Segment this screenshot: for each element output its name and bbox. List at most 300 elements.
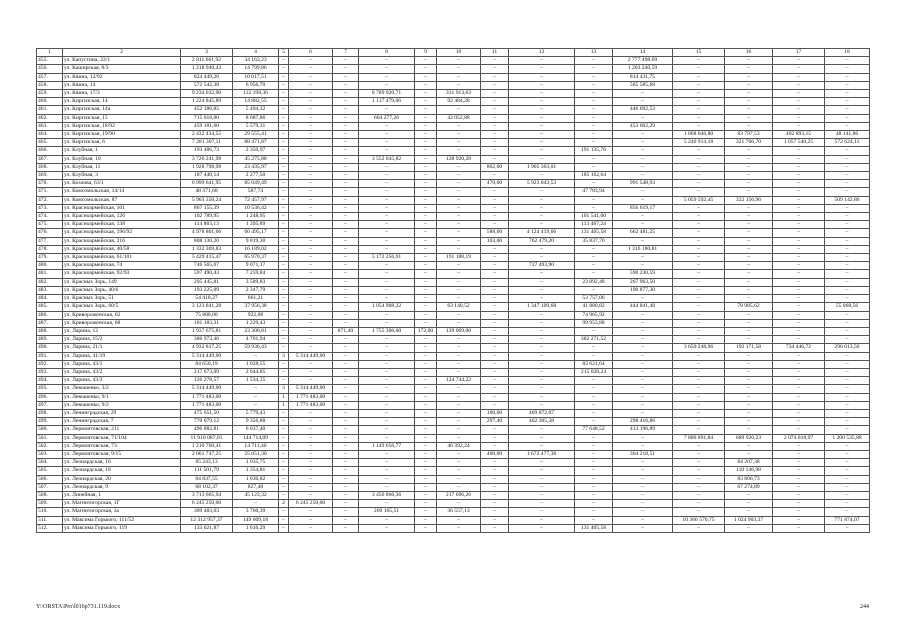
value-cell: – [289,344,333,352]
value-cell: – [279,204,289,212]
value-cell: – [279,65,289,73]
table-row [37,90,870,98]
value-cell: 68 102,37 [181,483,233,491]
value-cell: – [509,434,575,442]
value-cell: – [415,172,437,180]
value-cell: – [673,106,725,114]
value-cell: 1 771 483,00 [181,393,233,401]
value-cell: 7 800 891,84 [673,434,725,442]
value-cell: 991 548,93 [613,180,673,188]
value-cell: – [359,180,415,188]
value-cell: – [725,262,773,270]
address-cell: ул. Киргизская, 14а [63,106,181,114]
value-cell: 14 799,86 [233,65,279,73]
value-cell: 75 888,00 [181,311,233,319]
value-cell: – [481,426,509,434]
value-cell: 23 435,97 [233,163,279,171]
table-row [37,426,870,434]
value-cell: – [359,319,415,327]
value-cell: – [415,254,437,262]
value-cell: – [725,90,773,98]
value-cell: – [415,352,437,360]
value-cell: – [509,155,575,163]
value-cell: 3 589,83 [233,278,279,286]
value-cell: – [613,483,673,491]
value-cell: – [613,360,673,368]
value-cell: – [575,65,613,73]
value-cell: – [509,500,575,508]
value-cell: – [359,516,415,524]
value-cell: – [279,188,289,196]
table-row [37,385,870,393]
value-cell: – [289,81,333,89]
value-cell: – [481,262,509,270]
row-number-cell: 476. [37,229,63,237]
value-cell: – [333,262,359,270]
address-cell: ул. Киргизская, 15 [63,114,181,122]
address-cell: ул. Леонардская, 16 [63,459,181,467]
value-cell: – [289,155,333,163]
value-cell: – [673,327,725,335]
value-cell: – [773,336,825,344]
value-cell: – [359,295,415,303]
value-cell: – [289,377,333,385]
row-number-cell: 494. [37,377,63,385]
value-cell: 55 068,56 [825,303,870,311]
value-cell: – [481,81,509,89]
address-cell: ул. Красных Зорь, 149 [63,278,181,286]
table-row [37,409,870,417]
value-cell: – [509,377,575,385]
value-cell: – [575,393,613,401]
value-cell: – [333,147,359,155]
value-cell: – [333,204,359,212]
value-cell: – [333,500,359,508]
address-cell: ул. Красных Зорь, 60/5 [63,303,181,311]
value-cell: – [773,147,825,155]
value-cell: – [289,368,333,376]
row-number-cell: 486. [37,311,63,319]
value-cell: – [825,368,870,376]
value-cell: – [279,180,289,188]
address-cell: ул. Комсомольская, 87 [63,196,181,204]
value-cell: – [289,360,333,368]
value-cell: – [415,344,437,352]
value-cell: 193 486,73 [181,147,233,155]
address-cell: ул. Капустина, 22/1 [63,57,181,65]
value-cell: 5 314 449,00 [289,385,333,393]
value-cell: – [333,409,359,417]
value-cell: – [437,106,481,114]
row-number-cell: 459. [37,90,63,98]
value-cell: – [509,270,575,278]
address-cell: ул. Кривороженская, 62 [63,311,181,319]
value-cell: – [359,81,415,89]
value-cell: – [773,327,825,335]
value-cell: – [575,352,613,360]
value-cell: – [825,475,870,483]
value-cell: – [359,245,415,253]
value-cell: – [673,352,725,360]
value-cell: 1 248,95 [233,213,279,221]
value-cell: – [279,81,289,89]
value-cell: 2 061 747,25 [181,450,233,458]
value-cell: – [575,508,613,516]
value-cell: – [725,336,773,344]
table-row [37,147,870,155]
value-cell: 12 312 957,37 [181,516,233,524]
value-cell: – [359,204,415,212]
address-cell: ул. Красноармейская, 216 [63,237,181,245]
value-cell: 37 956,38 [233,303,279,311]
value-cell: – [437,270,481,278]
row-number-cell: 457. [37,73,63,81]
address-cell: ул. Ларина, 43/1 [63,360,181,368]
value-cell: – [481,508,509,516]
value-cell: – [333,172,359,180]
value-cell: – [673,204,725,212]
value-cell: 871,40 [333,327,359,335]
value-cell: 126 278,57 [181,377,233,385]
value-cell: – [279,442,289,450]
value-cell: – [437,319,481,327]
value-cell: – [575,434,613,442]
value-cell: 1 928 798,98 [181,163,233,171]
address-cell: ул. Лермонтовская, 73 [63,442,181,450]
value-cell: – [333,475,359,483]
value-cell: 1 534,35 [233,377,279,385]
value-cell: – [289,434,333,442]
value-cell: – [481,475,509,483]
value-cell: 128 920,28 [437,155,481,163]
table-row [37,442,870,450]
value-cell: – [773,262,825,270]
value-cell: – [289,459,333,467]
value-cell: 3 123 841,28 [181,303,233,311]
value-cell: 1 354,81 [233,467,279,475]
value-cell: 1 203 240,59 [613,65,673,73]
value-cell: 1 937 675,81 [181,327,233,335]
value-cell: – [359,385,415,393]
value-cell: – [773,221,825,229]
value-cell: – [725,418,773,426]
value-cell: 402 893,15 [773,131,825,139]
value-cell: – [825,360,870,368]
value-cell: – [437,139,481,147]
value-cell: – [415,385,437,393]
value-cell: – [773,459,825,467]
value-cell: – [481,516,509,524]
value-cell: – [725,409,773,417]
value-cell: 2 350,97 [233,147,279,155]
value-cell: – [509,516,575,524]
value-cell: – [673,114,725,122]
row-number-cell: 502. [37,442,63,450]
value-cell: – [673,311,725,319]
value-cell: – [359,196,415,204]
value-cell: – [415,180,437,188]
value-cell: 2 347,79 [233,286,279,294]
value-cell: – [415,434,437,442]
value-cell: – [825,524,870,532]
table-row [37,319,870,327]
value-cell: – [437,278,481,286]
value-cell: 35 837,70 [575,237,613,245]
table-row [37,483,870,491]
value-cell: – [575,475,613,483]
value-cell: – [437,57,481,65]
value-cell: 509 142,86 [825,196,870,204]
value-cell: 53 757,06 [575,295,613,303]
table-row [37,295,870,303]
value-cell: – [359,188,415,196]
value-cell: 470,00 [481,180,509,188]
value-cell: – [673,401,725,409]
table-row [37,245,870,253]
value-cell: 1 024 903,37 [725,516,773,524]
value-cell: – [673,262,725,270]
value-cell: – [509,385,575,393]
value-cell: – [825,65,870,73]
value-cell: 10 017,51 [233,73,279,81]
row-number-cell: 478. [37,245,63,253]
value-cell: – [415,204,437,212]
value-cell: – [825,286,870,294]
value-cell: – [773,524,825,532]
value-cell: – [437,229,481,237]
value-cell: – [725,450,773,458]
value-cell: – [613,221,673,229]
row-number-cell: 473. [37,204,63,212]
value-cell: – [333,459,359,467]
address-cell: ул. Киргизская, 18/92 [63,122,181,130]
value-cell: 856 619,17 [613,204,673,212]
table-row [37,459,870,467]
value-cell: – [725,73,773,81]
address-cell: ул. Красных Зорь, 51 [63,295,181,303]
table-header-cell: 8 [359,49,415,57]
value-cell: – [673,426,725,434]
value-cell: – [673,295,725,303]
value-cell: 922,08 [233,311,279,319]
value-cell: 444 841,48 [613,303,673,311]
value-cell: – [437,475,481,483]
value-cell: – [773,270,825,278]
value-cell: 191 188,19 [437,254,481,262]
value-cell: – [575,254,613,262]
value-cell: 5 172 256,91 [359,254,415,262]
value-cell: – [509,98,575,106]
value-cell: – [773,508,825,516]
value-cell: – [279,475,289,483]
value-cell: 29 555,41 [233,131,279,139]
value-cell: 1 117 479,06 [359,98,415,106]
value-cell: 217 673,09 [181,368,233,376]
value-cell: 597 490,43 [181,270,233,278]
value-cell: – [725,254,773,262]
value-cell: – [509,442,575,450]
value-cell: – [673,237,725,245]
data-table [36,48,870,533]
value-cell: 84 837,55 [181,475,233,483]
value-cell: – [415,114,437,122]
value-cell: – [333,434,359,442]
value-cell: – [481,90,509,98]
value-cell: – [279,262,289,270]
value-cell: 1 316 180,81 [613,245,673,253]
value-cell: – [509,188,575,196]
table-header-cell: 1 [37,49,63,57]
value-cell: 1 672 477,38 [509,450,575,458]
address-cell: ул. Ларина, 41/19 [63,352,181,360]
value-cell: – [825,229,870,237]
value-cell: – [415,147,437,155]
value-cell: – [725,155,773,163]
value-cell: – [725,147,773,155]
address-cell: ул. Ларина, 15/2 [63,336,181,344]
address-cell: ул. Левошенко, 3/2 [63,385,181,393]
value-cell: 1 [279,401,289,409]
value-cell: – [773,303,825,311]
value-cell: 124 744,22 [437,377,481,385]
value-cell: – [359,352,415,360]
value-cell: – [725,385,773,393]
value-cell: – [773,163,825,171]
value-cell: – [437,336,481,344]
value-cell: – [725,377,773,385]
value-cell: – [825,172,870,180]
value-cell: – [725,237,773,245]
value-cell: – [509,401,575,409]
value-cell: – [725,442,773,450]
value-cell: – [279,106,289,114]
value-cell: – [673,442,725,450]
table-header-cell: 18 [825,49,870,57]
value-cell: 587,74 [233,188,279,196]
value-cell: – [673,418,725,426]
value-cell: – [481,65,509,73]
value-cell: – [289,442,333,450]
row-number-cell: 499. [37,418,63,426]
value-cell: – [279,163,289,171]
value-cell: 6 999 641,95 [181,180,233,188]
row-number-cell: 500. [37,426,63,434]
value-cell: – [773,286,825,294]
value-cell: – [279,459,289,467]
value-cell: – [673,319,725,327]
value-cell: – [333,81,359,89]
value-cell: – [773,401,825,409]
value-cell: – [673,188,725,196]
value-cell: – [825,237,870,245]
value-cell: – [773,368,825,376]
value-cell: – [725,172,773,180]
value-cell: – [613,319,673,327]
value-cell: – [279,418,289,426]
value-cell: – [415,459,437,467]
value-cell: – [333,352,359,360]
value-cell: – [279,516,289,524]
address-cell: ул. Красноармейская, 196/92 [63,229,181,237]
value-cell: – [613,401,673,409]
value-cell: – [481,295,509,303]
value-cell: – [825,459,870,467]
value-cell: – [575,57,613,65]
value-cell: – [279,303,289,311]
value-cell: – [673,155,725,163]
value-cell: 386 973,46 [181,336,233,344]
value-cell: – [289,286,333,294]
address-cell: ул. Красноармейская, 92/93 [63,270,181,278]
value-cell: – [673,459,725,467]
table-row [37,237,870,245]
row-number-cell: 498. [37,409,63,417]
value-cell: – [289,336,333,344]
value-cell: – [279,254,289,262]
value-cell: – [509,65,575,73]
value-cell: – [437,516,481,524]
value-cell: 14 711,40 [233,442,279,450]
value-cell: 5 429 415,47 [181,254,233,262]
value-cell: 65 970,37 [233,254,279,262]
value-cell: – [279,467,289,475]
value-cell: – [773,57,825,65]
value-cell: 5 240 914,18 [673,139,725,147]
value-cell: – [575,450,613,458]
table-header-row [37,49,870,57]
value-cell: – [825,467,870,475]
value-cell: – [575,401,613,409]
value-cell: 5 314 449,00 [181,352,233,360]
value-cell: 9 071,17 [233,262,279,270]
value-cell: 5 059 592,45 [673,196,725,204]
value-cell: – [359,344,415,352]
value-cell: – [481,196,509,204]
value-cell: – [437,196,481,204]
value-cell: – [613,442,673,450]
value-cell: – [437,237,481,245]
value-cell: – [359,434,415,442]
value-cell: – [415,360,437,368]
row-number-cell: 471. [37,188,63,196]
table-row [37,81,870,89]
value-cell: 1 332 369,83 [181,245,233,253]
value-cell: 67 274,89 [725,483,773,491]
address-cell: ул. Клубная, 11 [63,163,181,171]
table-row [37,73,870,81]
value-cell: 1 771 483,00 [289,401,333,409]
value-cell: – [613,434,673,442]
row-number-cell: 466. [37,147,63,155]
value-cell: – [725,327,773,335]
value-cell: – [279,434,289,442]
value-cell: 762 479,20 [509,237,575,245]
row-number-cell: 464. [37,131,63,139]
value-cell: – [415,368,437,376]
value-cell: – [481,344,509,352]
value-cell: – [575,327,613,335]
table-header-cell: 17 [773,49,825,57]
address-cell: ул. Леонардская, 9 [63,483,181,491]
value-cell: – [279,377,289,385]
value-cell: – [825,188,870,196]
value-cell: – [509,524,575,532]
value-cell: – [279,360,289,368]
value-cell: – [289,172,333,180]
value-cell: – [437,344,481,352]
value-cell: – [415,467,437,475]
value-cell: – [673,254,725,262]
